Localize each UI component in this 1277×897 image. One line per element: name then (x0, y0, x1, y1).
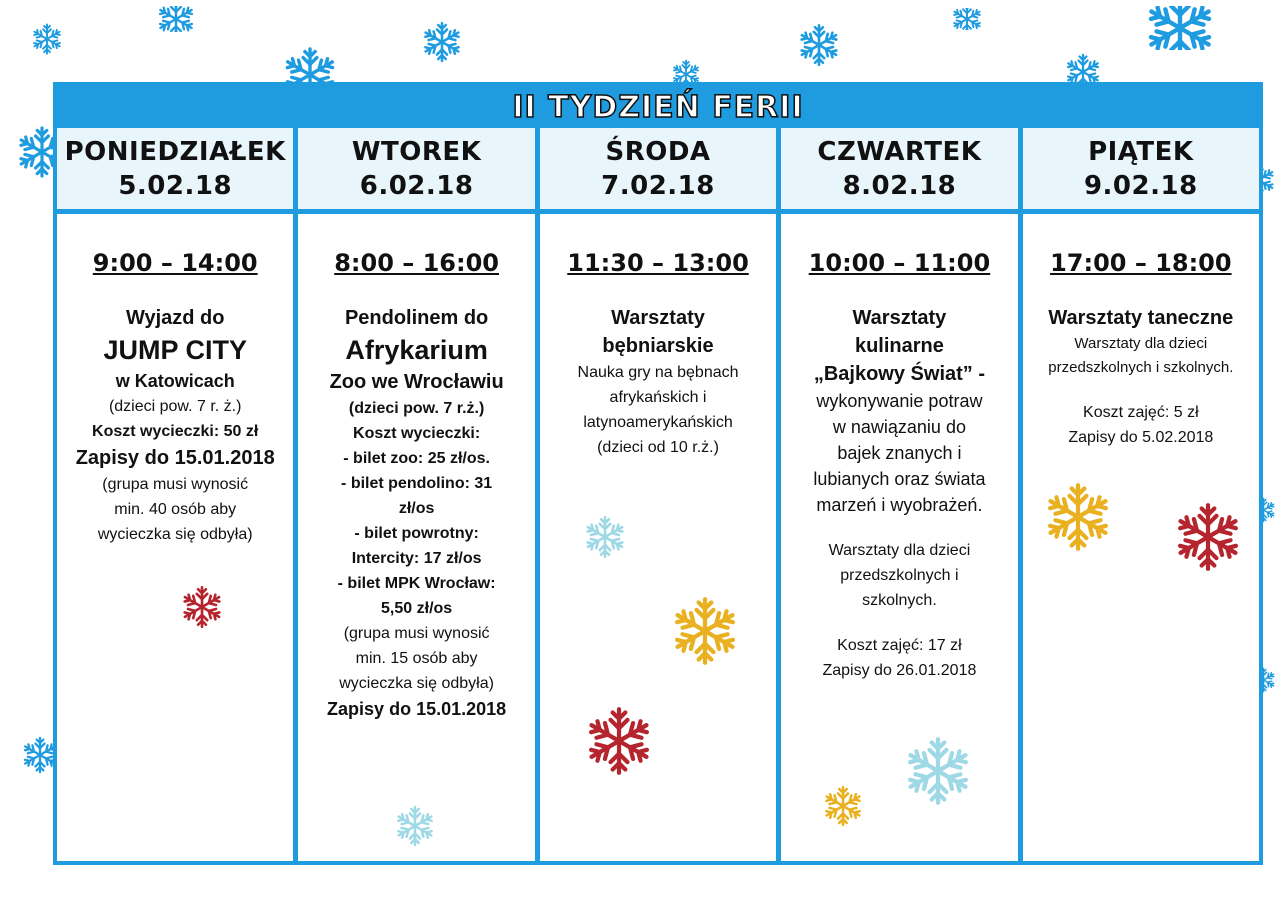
activity-line: w nawiązaniu do (832, 417, 966, 437)
snowflake-icon (1062, 52, 1104, 86)
activity-title: Warsztaty (611, 307, 705, 329)
time-range: 10:00 – 11:00 (808, 249, 991, 277)
activity-line: wycieczka się odbyła) (97, 526, 253, 543)
snowflake-icon (901, 734, 975, 808)
snowflake-icon (821, 784, 865, 828)
activity-line: bajek znanych i (837, 443, 962, 463)
day-column-tuesday (298, 128, 539, 861)
day-header (298, 128, 534, 214)
activity-title: Warsztaty taneczne (1048, 307, 1234, 329)
activity-line: przedszkolnych i szkolnych. (1048, 359, 1234, 376)
day-body (1023, 214, 1259, 861)
activity-title: kulinarne (854, 335, 944, 357)
day-date: 8.02.18 (842, 170, 957, 201)
price-line: - bilet zoo: 25 zł/os. (343, 450, 490, 467)
time-range: 9:00 – 14:00 (92, 249, 258, 277)
activity-line: Nauka gry na bębnach (577, 364, 739, 381)
day-name: PIĄTEK (1088, 136, 1194, 167)
activity-title: Afrykarium (345, 335, 488, 365)
day-date: 7.02.18 (601, 170, 715, 201)
snowflake-icon (668, 594, 742, 668)
day-column-thursday (781, 128, 1022, 861)
snowflake-icon (582, 704, 656, 778)
activity-line: Warsztaty dla dzieci (828, 542, 971, 559)
snowflake-icon (1171, 500, 1245, 574)
price-line: - bilet powrotny: (354, 525, 479, 542)
activity-title: bębniarskie (602, 335, 714, 357)
snowflake-icon (393, 804, 437, 848)
activity-title: „Bajkowy Świat” - (813, 363, 985, 385)
day-column-monday (57, 128, 298, 861)
activity-title: Warsztaty (852, 307, 947, 329)
snowflake-icon (950, 8, 984, 30)
activity-line: afrykańskich i (609, 389, 707, 406)
day-header (540, 128, 776, 214)
day-name: WTOREK (351, 136, 482, 167)
page-title: II TYDZIEŃ FERII (512, 89, 804, 125)
price-line: Koszt zajęć: 5 zł (1083, 404, 1199, 421)
price-line: Koszt zajęć: 17 zł (837, 637, 962, 654)
day-header (1023, 128, 1259, 214)
signup-deadline: Zapisy do 15.01.2018 (327, 699, 507, 719)
price-line: zł/os (398, 500, 435, 517)
day-header (57, 128, 293, 214)
activity-line: w Katowicach (115, 371, 235, 391)
activity-title: JUMP CITY (103, 335, 247, 365)
snowflake-icon (420, 20, 464, 64)
snowflake-icon (155, 6, 197, 32)
price-line: Intercity: 17 zł/os (351, 550, 482, 567)
day-date: 9.02.18 (1083, 170, 1198, 201)
price-line: - bilet pendolino: 31 (341, 475, 493, 492)
day-name: ŚRODA (605, 136, 711, 167)
price-line: Koszt wycieczki: 50 zł (92, 423, 259, 440)
activity-line: lubianych oraz świata (813, 469, 986, 489)
snowflake-icon (582, 514, 628, 560)
day-name: CZWARTEK (817, 136, 982, 167)
day-body (298, 214, 534, 861)
signup-deadline: Zapisy do 26.01.2018 (822, 662, 977, 679)
price-line: - bilet MPK Wrocław: (337, 575, 496, 592)
snowflake-icon (1140, 6, 1220, 50)
activity-line: Wyjazd do (125, 307, 225, 329)
activity-line: (dzieci pow. 7 r.ż.) (348, 400, 485, 417)
activity-line: (grupa musi wynosić (343, 625, 490, 642)
day-header (781, 128, 1017, 214)
signup-deadline: Zapisy do 15.01.2018 (75, 447, 275, 469)
activity-line: Zoo we Wrocławiu (329, 371, 504, 393)
day-column-wednesday (540, 128, 781, 861)
activity-line: szkolnych. (862, 592, 937, 609)
activity-line: (dzieci od 10 r.ż.) (597, 439, 719, 456)
activity-line: przedszkolnych i (840, 567, 959, 584)
snowflake-icon (280, 44, 340, 84)
activity-line: marzeń i wyobrażeń. (816, 495, 983, 515)
time-range: 17:00 – 18:00 (1050, 249, 1232, 277)
day-date: 6.02.18 (359, 170, 474, 201)
time-range: 8:00 – 16:00 (334, 249, 500, 277)
activity-line: (dzieci pow. 7 r. ż.) (108, 398, 242, 415)
activity-line: wykonywanie potraw (816, 391, 983, 411)
snowflake-icon (30, 22, 64, 56)
price-line: Koszt wycieczki: (353, 425, 481, 442)
price-line: 5,50 zł/os (381, 600, 453, 617)
activity-line: min. 40 osób aby (114, 501, 237, 518)
snowflake-icon (1041, 480, 1115, 554)
day-column-friday (1023, 128, 1259, 861)
activity-line: Pendolinem do (344, 307, 489, 329)
title-bar (57, 86, 1259, 128)
schedule-table (53, 82, 1263, 865)
signup-deadline: Zapisy do 5.02.2018 (1068, 429, 1214, 446)
activity-line: (grupa musi wynosić (102, 476, 249, 493)
activity-line: wycieczka się odbyła) (339, 675, 494, 692)
day-body (57, 214, 293, 861)
time-range: 11:30 – 13:00 (567, 249, 749, 277)
activity-line: latynoamerykańskich (583, 414, 733, 431)
activity-line: Warsztaty dla dzieci (1074, 335, 1208, 352)
snowflake-icon (796, 22, 842, 68)
activity-line: min. 15 osób aby (355, 650, 478, 667)
day-body (781, 214, 1017, 861)
day-body (540, 214, 776, 861)
day-date: 5.02.18 (118, 170, 233, 201)
day-name: PONIEDZIAŁEK (64, 136, 286, 167)
snowflake-icon (179, 584, 225, 630)
